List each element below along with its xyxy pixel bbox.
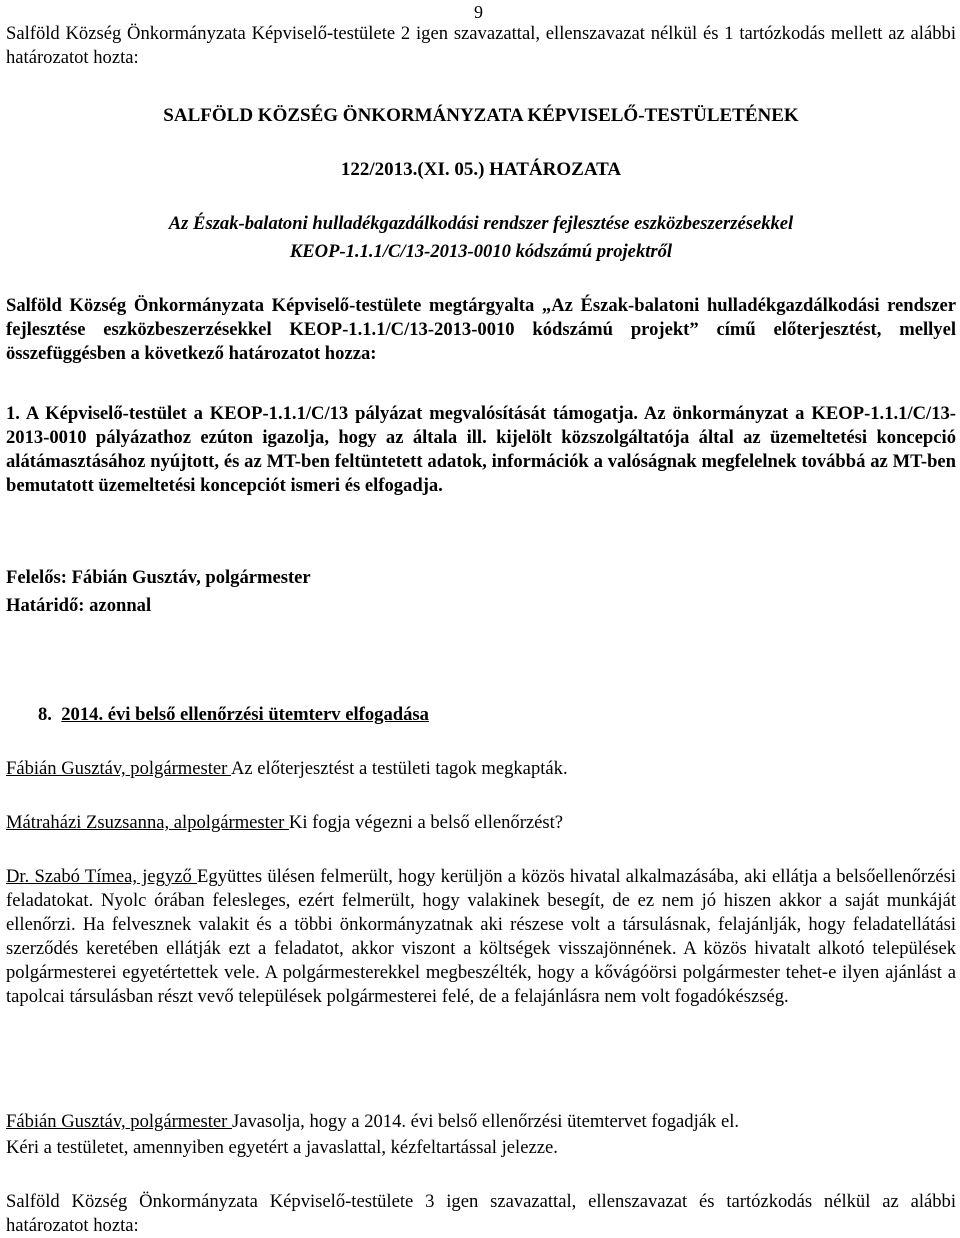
resolution-body: Salföld Község Önkormányzata Képviselő-testülete megtárgyalta „Az Észak-balatoni hulladékgazdálkodási rendszer fejlesztése eszközbeszerzésekkel KEOP-1.1.1/C/13-2013-0010 kódszámú projekt” című előterjesztést, mellyel összefüggésben a következő határozatot hozza: <box>6 295 956 364</box>
resolution-number: 122/2013.(XI. 05.) HATÁROZATA <box>340 159 622 180</box>
resolution-subject-line2: KEOP-1.1.1/C/13-2013-0010 kódszámú projektről <box>289 241 673 262</box>
speaker-name: Dr. Szabó Tímea, jegyző <box>6 866 198 887</box>
speech-4-line2: Kéri a testületet, amennyiben egyetért a javaslattal, kézfeltartással jelezze. <box>6 1137 558 1158</box>
speaker-name: Fábián Gusztáv, polgármester <box>6 1111 232 1132</box>
page-number: 9 <box>474 2 483 22</box>
agenda-title: 2014. évi belső ellenőrzési ütemterv elfogadása <box>61 704 429 725</box>
speech-1: Fábián Gusztáv, polgármester Az előterjesztést a testületi tagok megkapták. <box>6 758 568 779</box>
deadline-line: Határidő: azonnal <box>6 595 152 616</box>
agenda-item <box>38 703 938 727</box>
speaker-name: Mátraházi Zsuzsanna, alpolgármester <box>6 812 289 833</box>
closing-paragraph: Salföld Község Önkormányzata Képviselő-testülete 3 igen szavazattal, ellenszavazat és tartózkodás nélkül az alábbi határozatot hozta: <box>6 1191 956 1236</box>
speaker-name: Fábián Gusztáv, polgármester <box>6 758 231 779</box>
resolution-subject-line1: Az Észak-balatoni hulladékgazdálkodási rendszer fejlesztése eszközbeszerzésekkel <box>168 213 794 234</box>
speech-3: Dr. Szabó Tímea, jegyző Együttes ülésen felmerült, hogy kerüljön a közös hivatal alkalmazásába, aki ellátja a belsőellenőrzési feladatokat. Nyolc órában felesleges, ezért felmerült, hogy valakinek besegít, de ez nem jó hiszen akkor a saját munkáját ellenőrzi. Ha felvesznek valakit és a többi önkormányzatnak aki részese volt a társulásnak, felajánlják, hogy feladatellátási szerződés keretében ellátják ezt a feladatot, akkor viszont a költségek visszajönnének. A közös hivatalt alkotó települések polgármesterei egyetértettek vele. A polgármesterekkel megbeszélték, hogy a kővágóörsi polgármester tehet-e ilyen ajánlást a tapolcai társulásban részt vevő települések polgármesterei felé, de a felajánlásra nem volt fogadókészség. <box>6 866 956 1007</box>
intro-paragraph: Salföld Község Önkormányzata Képviselő-testülete 2 igen szavazattal, ellenszavazat nélkül és 1 tartózkodás mellett az alábbi határozatot hozta: <box>6 23 956 68</box>
speech-4: Fábián Gusztáv, polgármester Javasolja, hogy a 2014. évi belső ellenőrzési ütemtervet fogadják el. <box>6 1111 740 1132</box>
responsible-line: Felelős: Fábián Gusztáv, polgármester <box>6 567 311 588</box>
speech-2: Mátraházi Zsuzsanna, alpolgármester Ki fogja végezni a belső ellenőrzést? <box>6 812 564 833</box>
resolution-point-1: 1. A Képviselő-testület a KEOP-1.1.1/C/13 pályázat megvalósítását támogatja. Az önkormányzat a KEOP-1.1.1/C/13-2013-0010 pályázathoz ezúton igazolja, hogy az általa ill. kijelölt közszolgáltatója által az üzemeltetési koncepció alátámasztásához nyújtott, és az MT-ben feltüntetett adatok, információk a valóságnak megfelelnek továbbá az MT-ben bemutatott üzemeltetési koncepciót ismeri és elfogadja. <box>6 403 956 496</box>
resolution-heading: SALFÖLD KÖZSÉG ÖNKORMÁNYZATA KÉPVISELŐ-TESTÜLETÉNEK <box>163 105 799 126</box>
agenda-number: 8. <box>38 704 52 725</box>
